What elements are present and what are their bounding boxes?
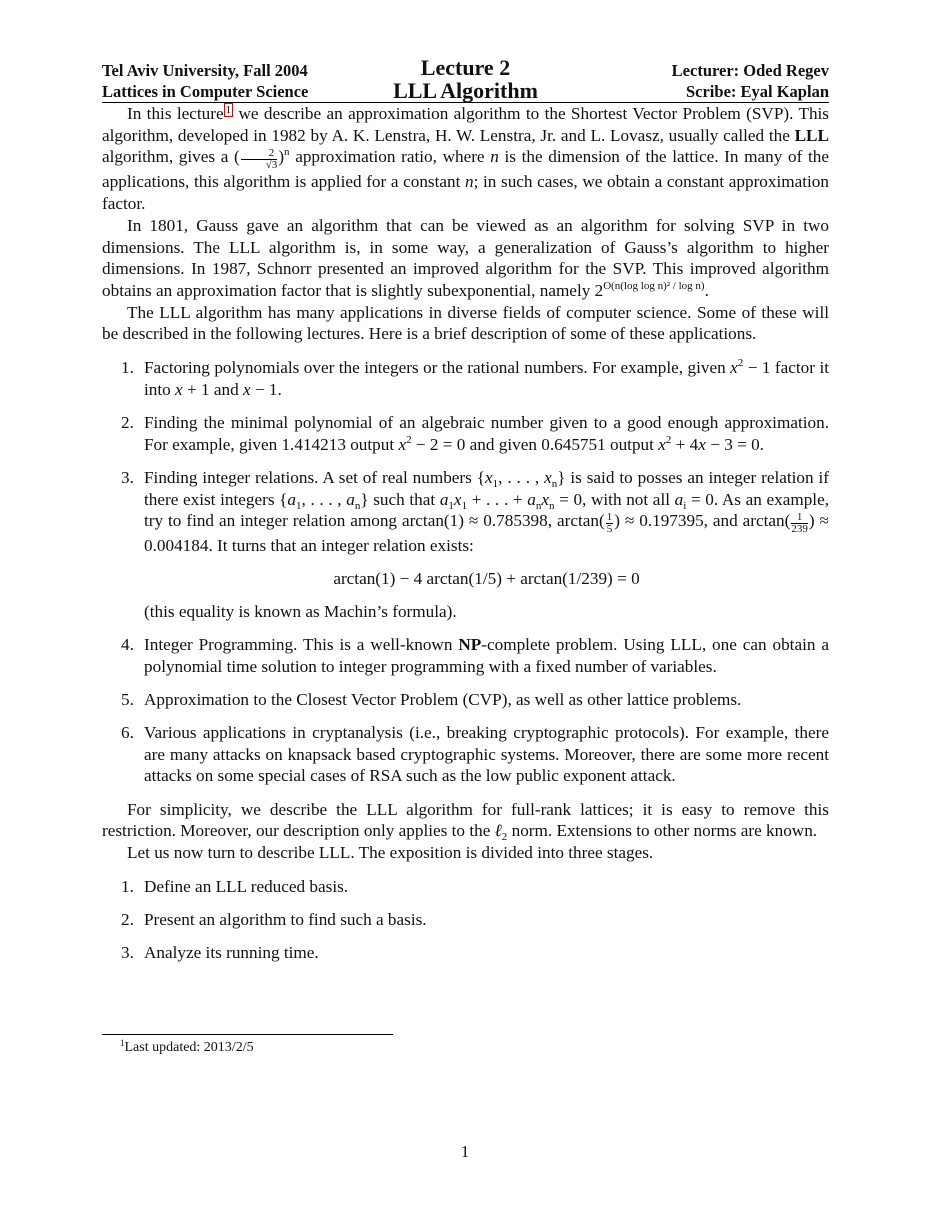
numerator: 1	[791, 512, 808, 524]
math-variable: x	[544, 467, 552, 487]
math-variable: x	[541, 489, 549, 509]
footnote	[120, 1040, 254, 1056]
formula-note: (this equality is known as Machin’s formula).	[144, 601, 457, 621]
denominator: √3	[265, 159, 278, 172]
text-run: Finding the minimal polynomial of an algebraic number given to a good enough approximation. For example, given 1.414213 output	[144, 412, 829, 454]
math-variable: x	[658, 434, 666, 454]
subscript: 1	[296, 499, 302, 512]
text-run: Present an algorithm to find such a basis.	[144, 909, 427, 929]
machin-formula: arctan(1) − 4 arctan(1/5) + arctan(1/239) = 0	[333, 568, 640, 588]
list-number: 5.	[121, 689, 134, 709]
list-number: 2.	[121, 412, 134, 432]
list-item	[102, 412, 829, 455]
university-term: Tel Aviv University, Fall 2004	[102, 61, 308, 80]
math-variable: a	[346, 489, 355, 509]
subscript: n	[354, 499, 361, 512]
list-number: 3.	[121, 943, 134, 963]
subscript: 1	[448, 499, 454, 512]
list-item-text	[144, 468, 829, 555]
paragraph	[102, 842, 829, 864]
text-run: , . . . ,	[301, 489, 347, 509]
list-number: 6.	[121, 722, 134, 742]
list-item-text	[144, 635, 829, 676]
denominator: 239	[791, 523, 808, 536]
footnote-text: Last updated: 2013/2/5	[124, 1040, 254, 1055]
fraction	[791, 512, 808, 535]
math-variable: x	[453, 489, 462, 509]
page-number: 1	[460, 1142, 470, 1161]
course-name: Lattices in Computer Science	[102, 82, 309, 101]
text-run: Approximation to the Closest Vector Problem (CVP), as well as other lattice problems.	[144, 689, 742, 709]
superscript: 2	[406, 433, 412, 446]
text-run: In this lecture	[127, 104, 224, 123]
list-item	[102, 722, 829, 787]
text-run: In 1801, Gauss gave an algorithm that can be viewed as an algorithm for solving SVP in two dimensions. The LLL algorithm is, in some way, a generalization of Gauss’s algorithm to higher dimensions. In 1987, Schnorr presented an improved algorithm for the SVP. This improved algorithm obtains an approximation factor that is slightly subexponential, namely 2	[102, 215, 829, 300]
paragraph	[102, 302, 829, 345]
scribe: Scribe: Eyal Kaplan	[685, 82, 829, 101]
fraction	[241, 148, 278, 171]
list-number: 1.	[121, 358, 134, 378]
text-run: Various applications in cryptanalysis (i.e., breaking cryptographic protocols). For example, there are many attacks on knapsack based cryptographic systems. Moreover, there are some more recent attacks on some special cases of RSA such as the low public exponent attack.	[144, 722, 829, 786]
math-variable: x	[242, 379, 251, 399]
list-item	[102, 909, 829, 931]
subscript: n	[551, 477, 558, 490]
superscript: n	[284, 146, 290, 159]
text-run: Finding integer relations. A set of real numbers {	[144, 467, 485, 487]
fraction	[606, 512, 614, 535]
paragraph	[102, 215, 829, 302]
text-run: = 0, with not all	[554, 489, 675, 509]
text-run: )	[278, 147, 285, 167]
subscript: n	[535, 499, 542, 512]
list-item	[102, 876, 829, 898]
math-variable: x	[175, 379, 183, 399]
text-run: − 2 = 0 and given 0.645751 output	[411, 434, 659, 454]
text-run: Define an LLL reduced basis.	[144, 876, 349, 896]
list-item	[102, 942, 829, 964]
math-variable: a	[527, 489, 536, 509]
math-variable: x	[484, 467, 493, 487]
footnote-link[interactable]: 1	[225, 104, 232, 116]
numerator: 1	[606, 511, 613, 524]
superscript: 2	[665, 433, 672, 446]
text-run: − 3 = 0.	[705, 434, 764, 454]
text-run: we describe an approximation algorithm to the Shortest Vector Problem (SVP). This algorithm, developed in 1982 by A. K. Lenstra, H. W. Lenstra, Jr. and L. Lovasz, usually called the	[102, 104, 829, 145]
people-info	[672, 60, 829, 102]
subscript: 2	[501, 831, 508, 844]
text-run: is the dimension of the lattice. In many of the applications, this algorithm is applied for a constant	[102, 147, 829, 192]
text-run: The LLL algorithm has many applications in diverse fields of computer science. Some of these will be described in the following lectures. Here is a brief description of some of these applications.	[102, 302, 829, 344]
text-run: Analyze its running time.	[144, 943, 319, 963]
bold-term: NP	[458, 634, 482, 654]
text-run: − 1 factor it into	[144, 358, 829, 399]
text-run: + 1 and	[182, 379, 243, 399]
stages-list	[102, 876, 829, 964]
text-run: .	[704, 280, 709, 300]
math-variable: a	[287, 489, 297, 509]
list-item-text	[144, 723, 829, 785]
paragraph	[102, 799, 829, 842]
math-variable: ℓ	[494, 821, 502, 841]
numerator: 2	[241, 148, 278, 160]
text-run: ) ≈ 0.004184. It turns that an integer relation exists:	[144, 511, 829, 556]
list-item	[102, 467, 829, 623]
math-variable: a	[439, 489, 449, 509]
list-number: 3.	[121, 467, 134, 487]
text-run: = 0. As an example, try to find an integer relation among arctan(1) ≈ 0.785398, arctan(	[144, 489, 830, 531]
math-variable: x	[698, 434, 706, 454]
text-run: ) ≈ 0.197395, and arctan(	[614, 511, 791, 531]
lecture-number: Lecture 2	[420, 55, 511, 80]
lecturer: Lecturer: Oded Regev	[671, 61, 829, 80]
list-item	[102, 634, 829, 677]
list-number: 2.	[121, 909, 134, 929]
text-run: Let us now turn to describe LLL. The exposition is divided into three stages.	[127, 842, 654, 862]
text-run: approximation ratio, where	[289, 147, 491, 167]
list-item	[102, 689, 829, 711]
superscript: 2	[737, 357, 744, 370]
text-run: algorithm, gives a (	[102, 147, 240, 167]
subscript: i	[683, 499, 687, 512]
subscript: 1	[461, 499, 468, 512]
bold-term: LLL	[794, 125, 829, 145]
text-run: } is said to posses an integer relation if there exist integers {	[144, 467, 829, 509]
denominator: 5	[606, 523, 613, 536]
applications-list	[102, 357, 829, 787]
text-run: -complete problem. Using LLL, one can obtain a polynomial time solution to integer programming with a fixed number of variables.	[144, 634, 829, 676]
text-run: norm. Extensions to other norms are known.	[507, 821, 818, 841]
math-variable: n	[465, 172, 474, 192]
document-body	[102, 103, 829, 975]
list-item	[102, 357, 829, 400]
list-item-text	[144, 910, 427, 929]
list-item-text	[144, 413, 829, 454]
math-variable: n	[490, 147, 499, 167]
paragraph	[102, 103, 829, 215]
text-run: Integer Programming. This is a well-known	[144, 634, 459, 654]
list-item-text	[144, 877, 348, 896]
page-header	[102, 55, 829, 103]
list-item-text	[144, 943, 319, 962]
list-item-text	[144, 690, 741, 709]
text-run: For simplicity, we describe the LLL algorithm for full-rank lattices; it is easy to remove this restriction. Moreover, our description only applies to the	[102, 799, 829, 841]
math-variable: x	[730, 358, 738, 378]
text-run: } such that	[360, 489, 440, 509]
list-item-text	[144, 358, 829, 399]
footnote-mark: 1	[120, 1038, 125, 1048]
text-run: − 1.	[250, 379, 282, 399]
superscript: O(n(log log n)² / log n)	[603, 279, 705, 292]
footnote-rule	[102, 1034, 393, 1035]
lecture-topic: LLL Algorithm	[393, 78, 538, 103]
math-variable: x	[398, 434, 407, 454]
text-run: + . . . +	[467, 489, 528, 509]
text-run: + 4	[671, 434, 699, 454]
text-run: Factoring polynomials over the integers or the rational numbers. For example, given	[144, 358, 731, 378]
subscript: n	[548, 499, 555, 512]
text-run: , . . . ,	[498, 467, 545, 487]
subscript: 1	[492, 477, 499, 490]
math-variable: a	[674, 489, 684, 509]
text-run: ; in such cases, we obtain a constant approximation factor.	[102, 172, 829, 214]
list-number: 4.	[121, 634, 134, 654]
list-number: 1.	[121, 876, 134, 896]
